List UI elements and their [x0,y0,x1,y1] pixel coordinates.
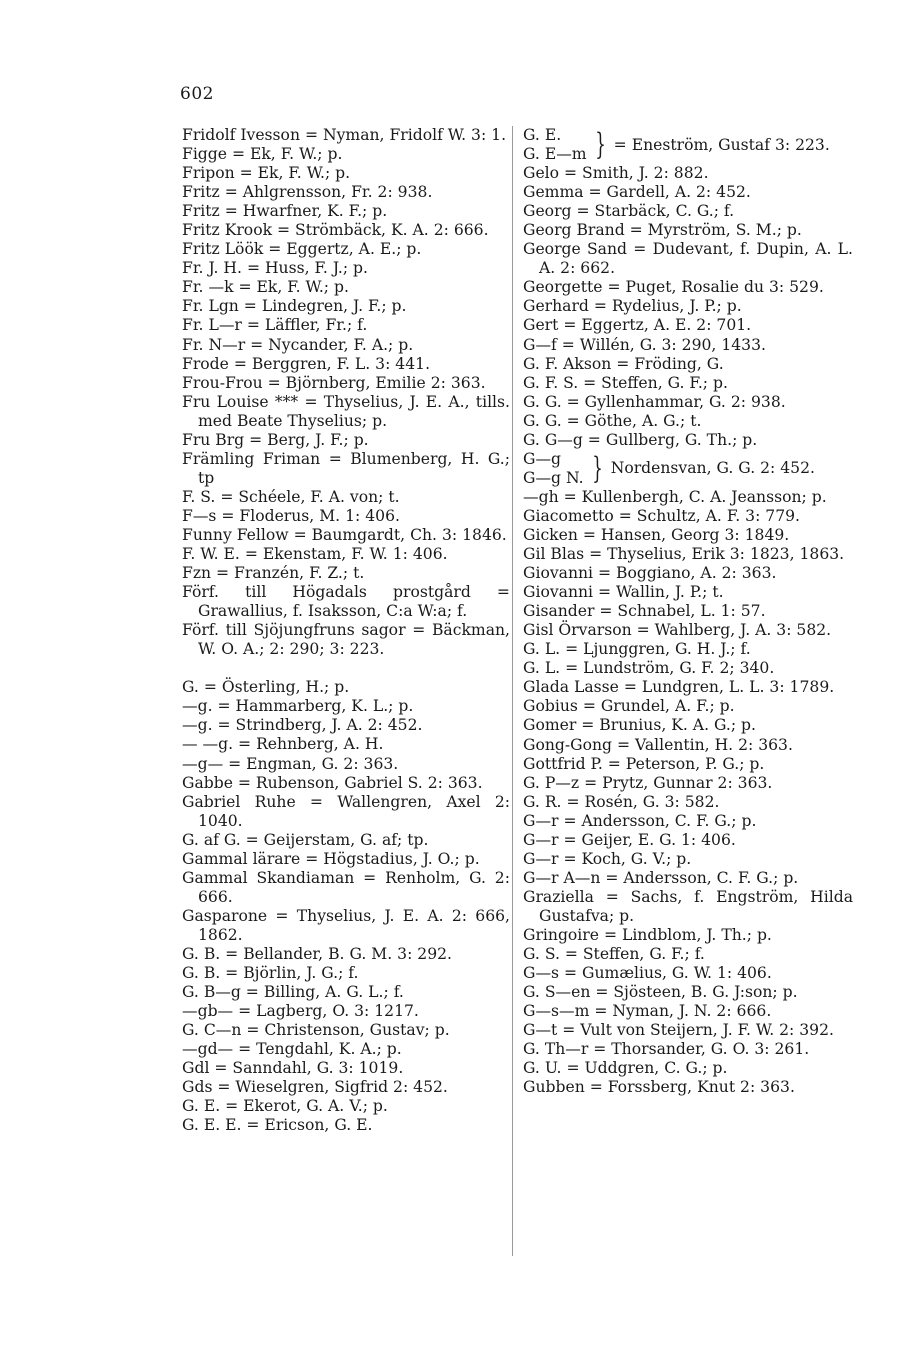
brace-glyph: } [591,450,603,486]
index-entry: Gert = Eggertz, A. E. 2: 701. [523,316,752,335]
index-entry: Glada Lasse = Lundgren, L. L. 3: 1789. [523,678,835,697]
index-entry: Giacometto = Schultz, A. F. 3: 779. [523,506,800,525]
index-entry: —g. = Strindberg, J. A. 2: 452. [182,716,423,735]
column-divider [512,126,513,1256]
index-entry: —gd— = Tengdahl, K. A.; p. [182,1040,402,1059]
index-entry: Gomer = Brunius, K. A. G.; p. [523,716,756,735]
index-entry: G—r = Geijer, E. G. 1: 406. [523,830,736,849]
index-entry: G—t = Vult von Steijern, J. F. W. 2: 392. [523,1021,834,1040]
left-column [182,126,510,1135]
right-column [523,126,853,1097]
index-entry: Giovanni = Boggiano, A. 2: 363. [523,564,777,583]
index-entry: Gds = Wieselgren, Sigfrid 2: 452. [182,1078,448,1097]
index-entry: Gringoire = Lindblom, J. Th.; p. [523,925,772,944]
brace-names [523,126,587,164]
index-entry: Georg Brand = Myrström, S. M.; p. [523,221,802,240]
index-entry: G. B—g = Billing, A. G. L.; f. [182,983,404,1002]
index-entry: G. F. Akson = Fröding, G. [523,354,724,373]
index-entry: Främling Friman = Blumenberg, H. G.; tp [182,449,510,487]
right-entries-a [523,164,853,450]
index-entry: G. B. = Bellander, B. G. M. 3: 292. [182,944,452,963]
index-entry: Fru Brg = Berg, J. F.; p. [182,430,369,449]
brace-name: G. E. [523,126,562,144]
index-entry: Gabbe = Rubenson, Gabriel S. 2: 363. [182,773,483,792]
index-entry: —g— = Engman, G. 2: 363. [182,754,399,773]
index-entry: Fzn = Franzén, F. Z.; t. [182,564,365,583]
index-entry: G. U. = Uddgren, C. G.; p. [523,1059,728,1078]
index-entry: Fru Louise *** = Thyselius, J. E. A., tills. med Beate Thyselius; p. [182,392,510,430]
index-entry: G. Th—r = Thorsander, G. O. 3: 261. [523,1040,810,1059]
index-entry: Gong-Gong = Vallentin, H. 2: 363. [523,735,793,754]
brace-names [523,450,584,488]
index-entry: Gelo = Smith, J. 2: 882. [523,164,709,183]
index-entry: Gil Blas = Thyselius, Erik 3: 1823, 1863. [523,545,845,564]
page-number: 602 [180,84,214,104]
index-entry: Funny Fellow = Baumgardt, Ch. 3: 1846. [182,525,507,544]
index-entry: G—r = Andersson, C. F. G.; p. [523,811,757,830]
index-entry: Förf. till Högadals prostgård = Grawallius, f. Isaksson, C:a W:a; f. [182,583,510,621]
index-entry: Graziella = Sachs, f. Engström, Hilda Gustafva; p. [523,887,853,925]
index-entry: Gabriel Ruhe = Wallengren, Axel 2: 1040. [182,792,510,830]
index-entry: G. E. E. = Ericson, G. E. [182,1116,373,1135]
index-entry: — —g. = Rehnberg, A. H. [182,735,384,754]
index-entry: Fr. L—r = Läffler, Fr.; f. [182,316,368,335]
index-entry: Fridolf Ivesson = Nyman, Fridolf W. 3: 1. [182,126,507,144]
index-entry: G. P—z = Prytz, Gunnar 2: 363. [523,773,773,792]
index-entry: Fritz = Hwarfner, K. F.; p. [182,202,388,221]
index-entry: Georg = Starbäck, C. G.; f. [523,202,735,221]
index-entry: G. E. = Ekerot, G. A. V.; p. [182,1097,388,1116]
index-entry: G. S—en = Sjösteen, B. G. J:son; p. [523,983,798,1002]
index-entry: Gicken = Hansen, Georg 3: 1849. [523,525,790,544]
index-entry: Fritz Löök = Eggertz, A. E.; p. [182,240,422,259]
index-entry: Gammal lärare = Högstadius, J. O.; p. [182,849,480,868]
index-entry: G—r = Koch, G. V.; p. [523,849,692,868]
brace-name: G—g N. [523,468,584,487]
index-entry: Gisl Örvarson = Wahlberg, J. A. 3: 582. [523,621,832,640]
index-entry: Figge = Ek, F. W.; p. [182,145,343,164]
index-entry: Fripon = Ek, F. W.; p. [182,164,351,183]
index-entry: Gemma = Gardell, A. 2: 452. [523,183,751,202]
index-entry: G. S. = Steffen, G. F.; f. [523,945,705,964]
index-entry: Fritz Krook = Strömbäck, K. A. 2: 666. [182,221,489,240]
brace-rest: Nordensvan, G. G. 2: 452. [610,459,815,478]
index-entry: Giovanni = Wallin, J. P.; t. [523,583,724,602]
brace-name: G—g [523,449,562,468]
brace-rest: = Eneström, Gustaf 3: 223. [613,135,830,154]
index-entry: G. L. = Lundström, G. F. 2; 340. [523,659,775,678]
index-entry: —gh = Kullenbergh, C. A. Jeansson; p. [523,487,827,506]
index-entry: G—f = Willén, G. 3: 290, 1433. [523,335,766,354]
index-entry: Georgette = Puget, Rosalie du 3: 529. [523,278,824,297]
index-entry: Gubben = Forssberg, Knut 2: 363. [523,1078,795,1097]
index-entry: G. F. S. = Steffen, G. F.; p. [523,373,728,392]
index-entry: F. S. = Schéele, F. A. von; t. [182,487,400,506]
index-entry: —gb— = Lagberg, O. 3: 1217. [182,1002,419,1021]
index-entry: Gammal Skandiaman = Renholm, G. 2: 666. [182,868,510,906]
brace-entry-eneström [523,126,853,164]
index-entry: Gisander = Schnabel, L. 1: 57. [523,602,766,621]
index-entry: G. R. = Rosén, G. 3: 582. [523,792,720,811]
index-entry: G—r A—n = Andersson, C. F. G.; p. [523,868,799,887]
index-entry: G—s—m = Nyman, J. N. 2: 666. [523,1002,772,1021]
index-entry: Gdl = Sanndahl, G. 3: 1019. [182,1059,404,1078]
index-entry: G. B. = Björlin, J. G.; f. [182,964,359,983]
brace-entry-nordensvan [523,450,853,488]
index-entry: G—s = Gumælius, G. W. 1: 406. [523,964,772,983]
index-entry: Förf. till Sjöjungfruns sagor = Bäckman, W. O. A.; 2: 290; 3: 223. [182,621,510,659]
index-entry: G. L. = Ljunggren, G. H. J.; f. [523,640,751,659]
index-entry: Gottfrid P. = Peterson, P. G.; p. [523,754,765,773]
index-entry: Frou-Frou = Björnberg, Emilie 2: 363. [182,373,486,392]
index-entry: G. af G. = Geijerstam, G. af; tp. [182,830,429,849]
right-entries-b [523,488,853,1098]
index-entry: Fr. N—r = Nycander, F. A.; p. [182,335,414,354]
index-entry: Fr. Lgn = Lindegren, J. F.; p. [182,297,407,316]
index-entry: Frode = Berggren, F. L. 3: 441. [182,354,431,373]
index-entry: Gobius = Grundel, A. F.; p. [523,697,735,716]
brace-name: G. E—m [523,145,587,164]
index-entry: Fr. J. H. = Huss, F. J.; p. [182,259,368,278]
index-entry: Gerhard = Rydelius, J. P.; p. [523,297,742,316]
index-entry: G. C—n = Christenson, Gustav; p. [182,1021,450,1040]
index-entry: G. G. = Gyllenhammar, G. 2: 938. [523,392,786,411]
index-entry: G. G. = Göthe, A. G.; t. [523,411,702,430]
index-entry: G. G—g = Gullberg, G. Th.; p. [523,430,758,449]
index-entry: F—s = Floderus, M. 1: 406. [182,506,400,525]
index-entry: —g. = Hammarberg, K. L.; p. [182,697,414,716]
brace-glyph: } [594,127,606,163]
index-entry: Fritz = Ahlgrensson, Fr. 2: 938. [182,183,433,202]
index-entry: G. = Österling, H.; p. [182,678,350,697]
index-entry: Fr. —k = Ek, F. W.; p. [182,278,349,297]
index-entry: George Sand = Dudevant, f. Dupin, A. L. A. 2: 662. [523,240,853,278]
index-entry: F. W. E. = Ekenstam, F. W. 1: 406. [182,545,448,564]
index-entry: Gasparone = Thyselius, J. E. A. 2: 666, 1862. [182,906,510,944]
